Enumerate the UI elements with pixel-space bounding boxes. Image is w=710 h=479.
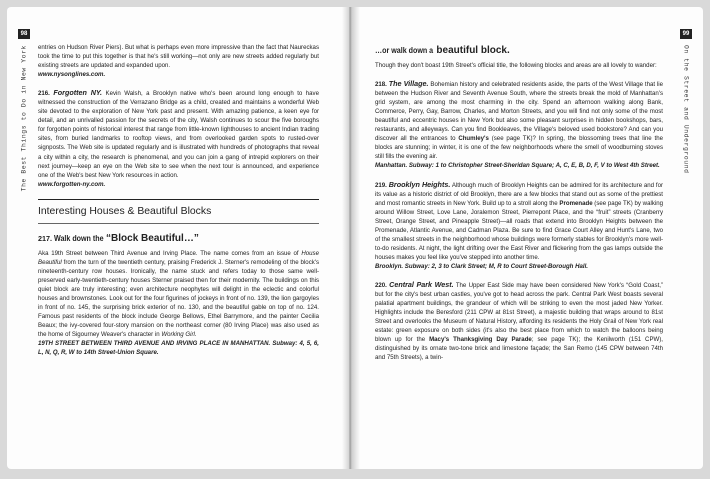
entry-number: 219. [375, 181, 387, 189]
page-number: 98 [18, 29, 30, 39]
entry-body: Bohemian history and celebrated residents aside, the parts of the West Village that lie between the Hudson River and Seventh Avenue South, where the streets break the mold of Manhattan's grid system, are among the most charming in the city. Spend an afternoon walking along Bank, Commerce, Perry, Gay, Barrow, Charles, and Morton Streets, and you will find not only some of the most beautiful and eccentric houses in New York but also some pleasant surprises in hidden bookshops, bars, restaurants, and alleyways. Can you find Bookleaves, the Village's beloved used bookstore? And can you discover all the entrances to [375, 81, 664, 143]
entry-title: The Village. [388, 79, 429, 89]
entry-number: 220. [375, 281, 387, 289]
body-text: Aka 19th Street between Third Avenue and Irving Place. The name comes from an issue of [38, 249, 302, 257]
block-heading [375, 43, 663, 59]
heading-lead: …or walk down a [375, 45, 434, 55]
entry-217-body [38, 249, 319, 339]
place-name: Promenade [559, 199, 593, 207]
entry-url: www.forgotten-ny.com. [38, 180, 106, 188]
entry-218 [375, 79, 663, 161]
place-name: Macy's Thanksgiving Day Parade [429, 336, 532, 344]
entry-body: Although much of Brooklyn Heights can be admired for its architecture and for its value as a historic district of old Brooklyn, there are a few blocks that stand out as some of the prettiest and most romantic streets in New York. Build up to a stroll along the [375, 181, 663, 207]
right-column [375, 43, 663, 362]
section-title: Interesting Houses & Beautiful Blocks [38, 205, 212, 217]
entry-body: (see page TK)? In spring, the blossoming trees that line the blocks are stunning; in winter, it is one of the few neighborhoods where the smell of woodburning stoves still fills the evening air. [375, 135, 663, 161]
entry-directions: 19TH STREET BETWEEN THIRD AVENUE AND IRVING PLACE IN MANHATTAN. Subway: 4, 5, 6, L, N, Q, R, W to 14th Street-Union Square. [38, 340, 319, 357]
section-rule-bottom [38, 223, 319, 224]
heading-title: “Block Beautiful…” [106, 232, 199, 244]
entry-number: 216. [38, 90, 50, 98]
page-number: 99 [680, 29, 692, 39]
intro-text: entries on Hudson River Piers). But what is perhaps even more impressive than the fact that Naureckas took the time to put this together is that he's still working—not only are new streets added regularly but existing streets are updated and expanded upon. [38, 44, 319, 70]
heading-title: beautiful block. [436, 45, 510, 56]
running-head: On the Street and Underground [682, 45, 690, 174]
entry-body: The Upper East Side may have been considered New York's “Gold Coast,” but for the city's best urban castles, you've got to head across the park. Central Park West boasts several palatial apartment buildings, the grandeur of which will be striking to even the most jaded New Yorker. Highlights include the Beresford (211 CPW at 81st Street), a majestic building that wraps around to 81st Street and overlooks the Museum of Natural History, affording its residents the Holy Grail of New York real estate: green exposure on both sides (it's also the best place from which to watch the balloons being blown up for the [375, 281, 663, 344]
heading-lead: Walk down the [53, 232, 104, 243]
entry-number: 218. [375, 81, 387, 89]
entry-directions: Manhattan. Subway: 1 to Christopher Street-Sheridan Square; A, C, E, B, D, F, V to West 4th Street. [375, 162, 660, 170]
entry-body: (see page TK) by walking around Willow Street, Love Lane, Joralemon Street, Pierrepont Place, and the “fruit” streets (Cranberry Street, Orange Street, and Pineapple Street)—all roads that extend into Brooklyn Heights between the Promenade, Atlantic Avenue, and Cadman Plaza. Be sure to find Grace Court Alley and Hunt's Lane, two of the smallest streets in the neighborhood whose buildings were formerly stables for Brooklyn's more well-to-do residents. At night, the light drifting over the East River and flickering from the gas lamps outside the houses makes you feel like you've stepped into another time. [375, 199, 663, 261]
entry-219 [375, 180, 663, 262]
entry-body: Kevin Walsh, a Brooklyn native who's been around long enough to have witnessed the construction of the Verrazano Bridge as a child, created and maintains a wonderful Web site devoted to the exploration of New York past and present. With amazing patience, a keen eye for detail, and an unrivalled passion for the secrets of the city, Walsh continues to scour the five boroughs for forgotten points of historical interest that range from little-known lighthouses to ancient Indian trading sites, from buried landmarks to rooftop views, and from overlooked garden spots to rusted-over signposts. The Web site is updated regularly and is illustrated with hundreds of photographs that reveal a city within a city, the research is phenomenal, and you can join a gang of intrepid explorers on their next journey—keep an eye on the Web site to see when the next tour is announced, and experience one of the Web's best New York resources in action. [38, 90, 319, 179]
entry-body: ; see page TK); the Kenilworth (151 CPW), distinguished by its ornate two-tone brick and limestone façade; the San Remo (145 CPW between 74th and 75th Streets), a twin- [375, 336, 663, 362]
magazine-name: House Beautiful [38, 249, 319, 266]
left-page [7, 7, 349, 469]
film-name: Working Girl. [161, 331, 197, 339]
entry-216 [38, 88, 319, 179]
body-text: from the turn of the twentieth century, praising Frederick J. Sterner's remodeling of the block's nineteenth-century row houses. Ironically, the name stuck and refers today to those same well-preserved early-twentieth-century houses Sterner praised then for their modernity. The buildings on this quiet block are truly interesting; even architecture neophytes will delight in the eclectic and colorful houses and brownstones. Look out for the four figurines of jockeys in front of no. 139, the lion gargoyles in front of no. 145, the surprising brick exterior of no. 130, and the beautiful gable on top of no. 124. Famous past residents of the block include George Bellows, Ethel Barrymore, and the painter Cecilia Beaux; the ivy-covered four-story mansion on the northeast corner (80 Irving Place) was also used as the home of Sigourney Weaver's character in [38, 258, 319, 339]
right-spine [680, 29, 692, 449]
running-head: The Best Things to Do in New York [20, 45, 28, 192]
left-column [38, 43, 319, 357]
intro-paragraph [38, 43, 319, 70]
place-name: Chumley's [458, 135, 489, 143]
entry-title: Central Park West. [389, 279, 454, 289]
entry-217-heading [38, 231, 319, 247]
heading-intro: Though they don't boast 19th Street's official title, the following blocks and areas are all lovely to wander: [375, 62, 657, 69]
left-spine [18, 29, 30, 449]
entry-title: Brooklyn Heights. [388, 179, 451, 189]
right-page [351, 7, 703, 469]
entry-number: 217. [38, 233, 52, 243]
entry-220 [375, 280, 663, 362]
book-gutter [342, 7, 360, 469]
entry-directions: Brooklyn. Subway: 2, 3 to Clark Street; M, R to Court Street-Borough Hall. [375, 262, 588, 270]
intro-url: www.nysonglines.com. [38, 71, 106, 79]
entry-title: Forgotten NY. [53, 88, 103, 98]
